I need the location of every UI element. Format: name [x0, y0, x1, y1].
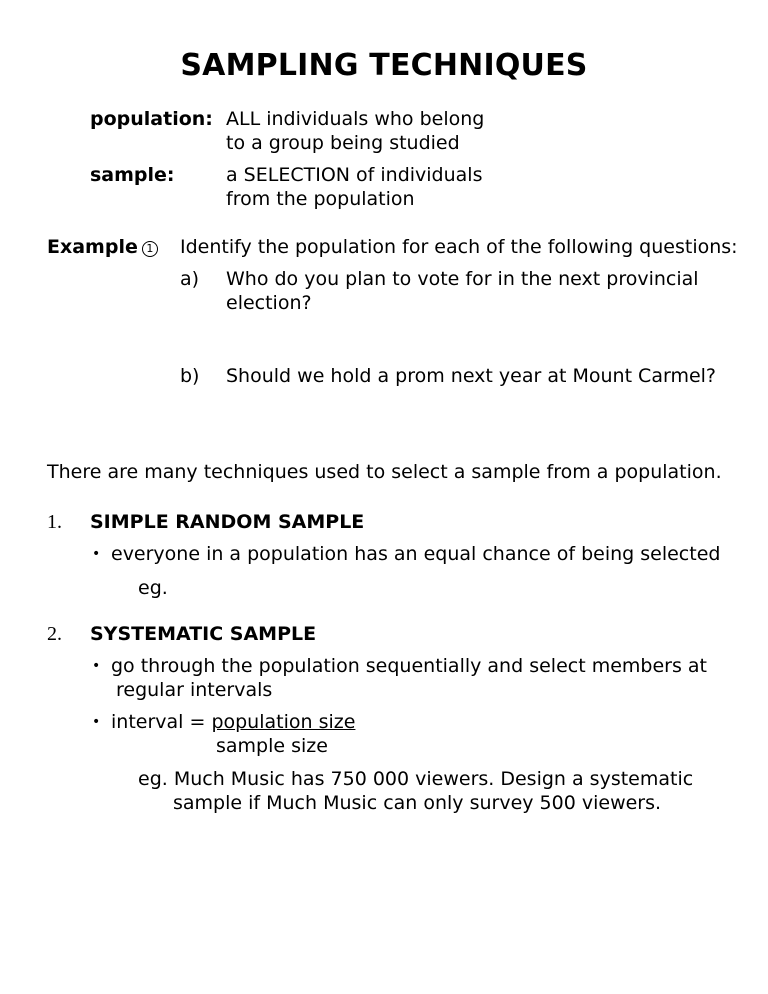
definition-term-sample: sample: — [90, 164, 175, 186]
example-prompt: Identify the population for each of the following questions: — [180, 236, 738, 258]
bullet-icon: • — [92, 546, 101, 562]
interval-numerator: population size — [211, 711, 356, 733]
technique-1-eg: eg. — [138, 577, 168, 599]
circled-number-icon: 1 — [142, 241, 158, 257]
technique-1-bullet-1: everyone in a population has an equal chance of being selected — [111, 543, 721, 565]
interval-formula — [111, 710, 355, 734]
definition-sample-line2: from the population — [226, 188, 415, 210]
interval-denominator: sample size — [216, 735, 328, 757]
technique-1-name: SIMPLE RANDOM SAMPLE — [90, 511, 365, 533]
intro-text: There are many techniques used to select a sample from a population. — [47, 461, 722, 483]
example-part-a-line2: election? — [226, 292, 312, 314]
interval-label: interval = — [111, 711, 212, 733]
bullet-icon: • — [92, 658, 101, 674]
example-part-a-line1: Who do you plan to vote for in the next provincial — [226, 268, 699, 290]
example-part-a-letter: a) — [180, 268, 200, 290]
definition-population-line2: to a group being studied — [226, 132, 460, 154]
example-label-text: Example — [47, 236, 138, 258]
bullet-icon: • — [92, 714, 101, 730]
technique-2-name: SYSTEMATIC SAMPLE — [90, 623, 317, 645]
example-label — [47, 235, 158, 259]
technique-2-bullet-1-line1: go through the population sequentially and select members at — [111, 655, 707, 677]
definition-population-line1: ALL individuals who belong — [226, 108, 485, 130]
technique-2-eg-line2: sample if Much Music can only survey 500 viewers. — [173, 792, 662, 814]
technique-1-number: 1. — [47, 511, 62, 533]
definition-sample-line1: a SELECTION of individuals — [226, 164, 483, 186]
definition-term-population: population: — [90, 108, 213, 130]
technique-2-bullet-1-line2: regular intervals — [116, 679, 273, 701]
technique-2-eg-line1: eg. Much Music has 750 000 viewers. Design a systematic — [138, 768, 694, 790]
technique-2-number: 2. — [47, 623, 62, 645]
example-part-b-line1: Should we hold a prom next year at Mount Carmel? — [226, 365, 717, 387]
example-part-b-letter: b) — [180, 365, 200, 387]
page-title: SAMPLING TECHNIQUES — [180, 48, 588, 83]
